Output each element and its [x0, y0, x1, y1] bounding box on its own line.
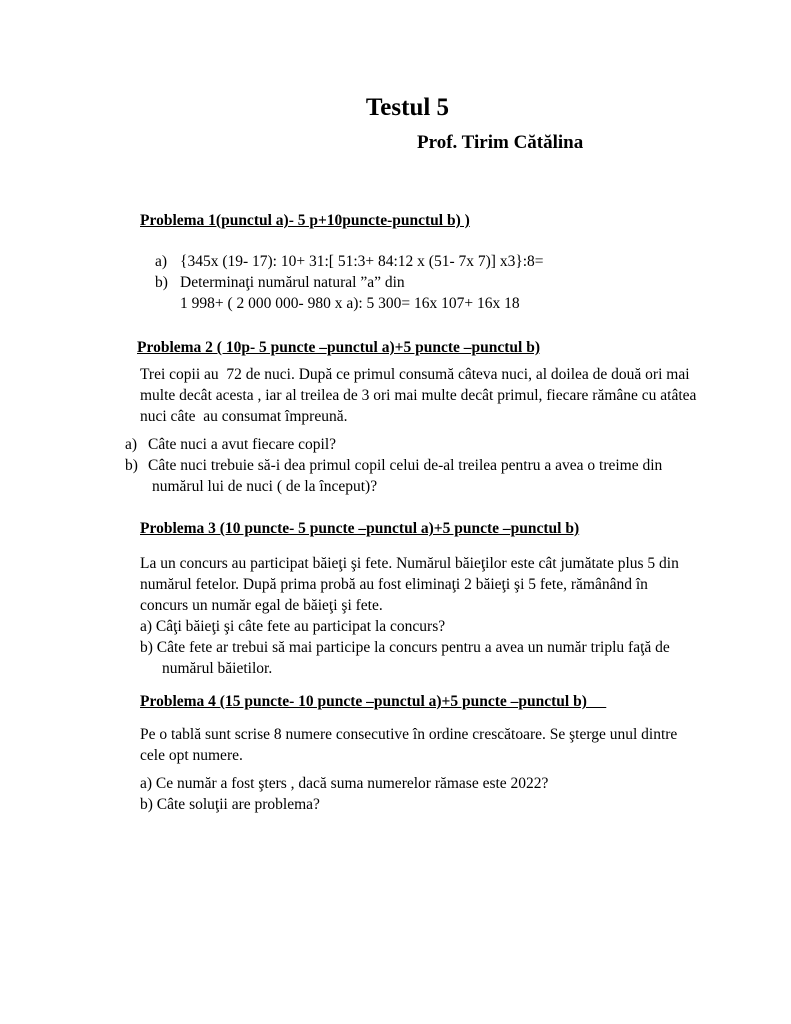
list-item	[155, 272, 544, 293]
problem-1-items	[155, 251, 544, 314]
paragraph-line	[140, 745, 677, 766]
question-text: numărul băietilor.	[162, 660, 273, 677]
list-item	[125, 476, 662, 497]
item-text: Câte nuci a avut fiecare copil?	[148, 436, 337, 453]
paragraph-line	[140, 385, 696, 406]
problem-2-paragraph	[140, 364, 696, 427]
question-text: b) Câte fete ar trebui să mai participe la concurs pentru a avea un număr triplu faţă de	[140, 639, 670, 656]
paragraph-text: numărul fetelor. După prima probă au fost eliminaţi 2 băieţi şi 5 fete, rămânând în	[140, 576, 648, 593]
problem-4-questions	[140, 773, 548, 815]
question-text: a) Câţi băieţi şi câte fete au participat la concurs?	[140, 618, 446, 635]
item-label: a)	[125, 436, 138, 453]
item-text: 1 998+ ( 2 000 000- 980 x a): 5 300= 16x 107+ 16x 18	[180, 295, 520, 312]
paragraph-text: cele opt numere.	[140, 747, 243, 764]
paragraph-line	[140, 406, 696, 427]
question-line	[140, 773, 548, 794]
paragraph-line	[140, 364, 696, 385]
question-text: b) Câte soluţii are problema?	[140, 796, 320, 813]
list-item	[155, 251, 544, 272]
paragraph-text: multe decât acesta , iar al treilea de 3 ori mai multe decât primul, fiecare rămâne cu atâtea	[140, 387, 697, 404]
item-text: {345x (19- 17): 10+ 31:[ 51:3+ 84:12 x (51- 7x 7)] x3}:8=	[180, 253, 544, 270]
author-line: Prof. Tirim Cătălina	[417, 132, 584, 153]
paragraph-line	[140, 574, 679, 595]
paragraph-line	[140, 553, 679, 574]
question-line	[140, 794, 548, 815]
item-text: numărul lui de nuci ( de la început)?	[152, 478, 378, 495]
paragraph-text: Pe o tablă sunt scrise 8 numere consecutive în ordine crescătoare. Se şterge unul dintre	[140, 726, 678, 743]
paragraph-text: La un concurs au participat băieţi şi fete. Numărul băieţilor este cât jumătate plus 5 din	[140, 555, 679, 572]
problem-3-body	[140, 553, 679, 679]
paragraph-text: Trei copii au 72 de nuci. După ce primul consumă câteva nuci, al doilea de două ori mai	[140, 366, 690, 383]
item-text: Câte nuci trebuie să-i dea primul copil celui de-al treilea pentru a avea o treime din	[148, 457, 663, 474]
paragraph-text: nuci câte au consumat împreună.	[140, 408, 348, 425]
problem-4-heading: Problema 4 (15 puncte- 10 puncte –punctul a)+5 puncte –punctul b)	[140, 693, 607, 710]
indent-spacer	[140, 658, 162, 679]
question-text: a) Ce număr a fost şters , dacă suma numerelor rămase este 2022?	[140, 775, 549, 792]
problem-2-questions	[125, 434, 662, 497]
question-line	[140, 637, 679, 658]
page-title: Testul 5	[365, 94, 450, 121]
problem-3-heading: Problema 3 (10 puncte- 5 puncte –punctul a)+5 puncte –punctul b)	[140, 520, 580, 537]
problem-1-heading: Problema 1(punctul a)- 5 p+10puncte-punctul b) )	[140, 212, 470, 229]
list-item	[125, 434, 662, 455]
item-label	[155, 293, 180, 314]
problem-2-heading: Problema 2 ( 10p- 5 puncte –punctul a)+5 puncte –punctul b)	[137, 339, 540, 356]
problem-4-paragraph	[140, 724, 677, 766]
question-line	[140, 616, 679, 637]
item-text: Determinaţi numărul natural ”a” din	[180, 274, 405, 291]
item-label: b)	[155, 274, 168, 291]
list-item	[155, 293, 544, 314]
paragraph-line	[140, 724, 677, 745]
item-label: a)	[155, 253, 168, 270]
item-label: b)	[125, 457, 138, 474]
list-item	[125, 455, 662, 476]
question-line	[140, 658, 679, 679]
paragraph-line	[140, 595, 679, 616]
item-label	[125, 476, 152, 497]
paragraph-text: concurs un număr egal de băieţi şi fete.	[140, 597, 383, 614]
